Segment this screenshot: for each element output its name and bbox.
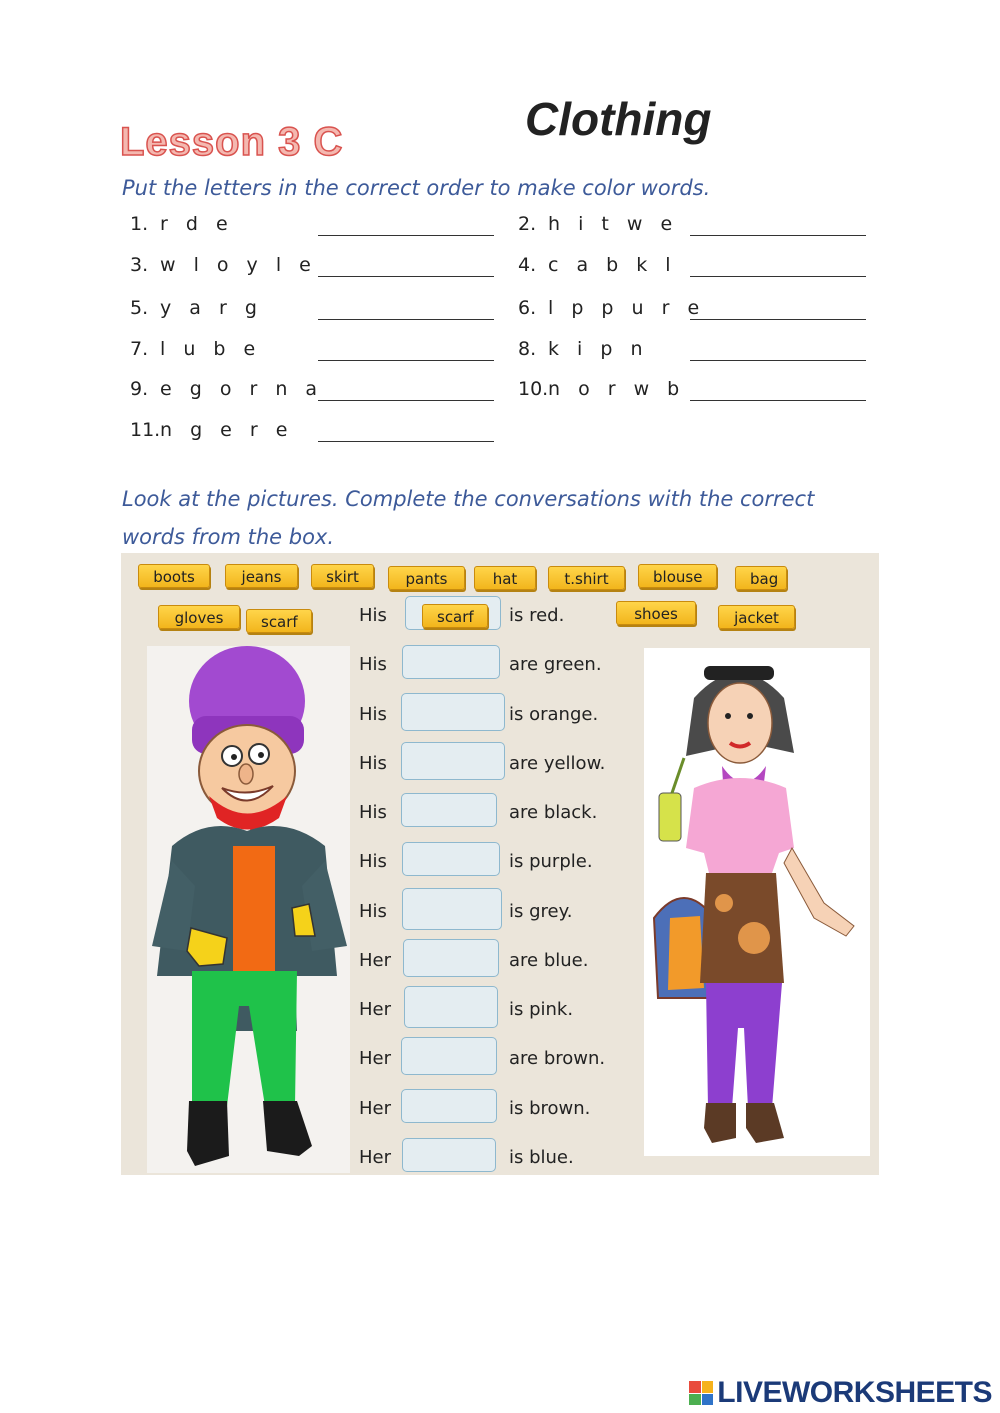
scramble-number: 7. (130, 338, 149, 360)
placed-word-chip[interactable]: scarf (422, 604, 488, 628)
answer-drop-box[interactable] (401, 742, 505, 780)
answer-line[interactable] (318, 400, 494, 401)
scramble-number: 6. (518, 297, 537, 319)
sentence-ending: is brown. (509, 1098, 591, 1119)
answer-line[interactable] (318, 360, 494, 361)
sentence-ending: is purple. (509, 851, 593, 872)
scramble-number: 5. (130, 297, 149, 319)
scrambled-letters: l p p u r e (548, 297, 706, 319)
sentence-ending: is orange. (509, 704, 599, 725)
brand-name: LIVEWORKSHEETS (717, 1376, 992, 1409)
scrambled-letters: c a b k l (548, 254, 677, 276)
sentence-subject: His (359, 704, 387, 725)
sentence-ending: are brown. (509, 1048, 606, 1069)
sentence-subject: Her (359, 1048, 392, 1069)
scramble-number: 1. (130, 213, 149, 235)
answer-drop-box[interactable] (401, 793, 497, 827)
answer-drop-box[interactable] (401, 693, 505, 731)
answer-line[interactable] (690, 360, 866, 361)
word-chip-jacket[interactable]: jacket (718, 605, 795, 629)
answer-line[interactable] (318, 235, 494, 236)
word-chip-shoes[interactable]: shoes (616, 601, 696, 625)
scramble-number: 2. (518, 213, 537, 235)
scramble-number: 8. (518, 338, 537, 360)
sentence-subject: His (359, 605, 387, 626)
sentence-ending: is red. (509, 605, 565, 626)
word-chip-bag[interactable]: bag (735, 566, 787, 590)
answer-drop-box[interactable] (404, 986, 498, 1028)
sentence-subject: His (359, 654, 387, 675)
answer-line[interactable] (318, 319, 494, 320)
sentence-ending: is grey. (509, 901, 573, 922)
answer-line[interactable] (690, 235, 866, 236)
answer-line[interactable] (690, 400, 866, 401)
word-chip-jeans[interactable]: jeans (225, 564, 298, 588)
scrambled-letters: h i t w e (548, 213, 679, 235)
word-chip-pants[interactable]: pants (388, 566, 465, 590)
scrambled-letters: l u b e (160, 338, 262, 360)
instruction-part2: Look at the pictures. Complete the conversations with the correct words from the box. (122, 487, 815, 549)
liveworksheets-logo (689, 1376, 992, 1410)
scramble-number: 3. (130, 254, 149, 276)
sentence-subject: His (359, 901, 387, 922)
sentence-ending: are blue. (509, 950, 589, 971)
answer-line[interactable] (690, 276, 866, 277)
scrambled-letters: n g e r e (160, 419, 294, 441)
scramble-number: 11. (130, 419, 161, 441)
sentence-subject: His (359, 802, 387, 823)
answer-drop-box[interactable] (402, 842, 500, 876)
sentence-ending: is pink. (509, 999, 574, 1020)
sentence-subject: His (359, 851, 387, 872)
scrambled-letters: r d e (160, 213, 234, 235)
sentence-subject: Her (359, 950, 392, 971)
word-chip-skirt[interactable]: skirt (311, 564, 374, 588)
sentence-ending: are green. (509, 654, 602, 675)
scramble-number: 10. (518, 378, 549, 400)
word-chip-blouse[interactable]: blouse (638, 564, 717, 588)
answer-drop-box[interactable] (402, 1138, 496, 1172)
sentence-subject: Her (359, 999, 392, 1020)
sentence-subject: His (359, 753, 387, 774)
sentence-ending: are black. (509, 802, 598, 823)
sentence-subject: Her (359, 1098, 392, 1119)
liveworksheets-logo-icon (689, 1381, 713, 1405)
answer-drop-box[interactable] (402, 645, 500, 679)
answer-line[interactable] (318, 276, 494, 277)
answer-line[interactable] (318, 441, 494, 442)
woman-illustration (644, 648, 870, 1156)
scrambled-letters: n o r w b (548, 378, 686, 400)
word-chip-boots[interactable]: boots (138, 564, 210, 588)
answer-drop-box[interactable] (401, 1037, 497, 1075)
instruction-part1: Put the letters in the correct order to make color words. (122, 176, 711, 200)
word-chip-hat[interactable]: hat (474, 566, 536, 590)
scramble-number: 4. (518, 254, 537, 276)
scrambled-letters: y a r g (160, 297, 263, 319)
lesson-heading: Lesson 3 C (120, 120, 344, 164)
scrambled-letters: w l o y l e (160, 254, 317, 276)
sentence-subject: Her (359, 1147, 392, 1168)
scramble-number: 9. (130, 378, 149, 400)
scrambled-letters: k i p n (548, 338, 649, 360)
scrambled-letters: e g o r n a (160, 378, 324, 400)
answer-drop-box[interactable] (402, 888, 502, 930)
answer-drop-box[interactable] (403, 939, 499, 977)
answer-line[interactable] (690, 319, 866, 320)
sentence-ending: are yellow. (509, 753, 606, 774)
man-illustration (147, 646, 350, 1173)
sentence-ending: is blue. (509, 1147, 574, 1168)
word-chip-gloves[interactable]: gloves (158, 605, 240, 629)
answer-drop-box[interactable] (401, 1089, 497, 1123)
answer-drop-box[interactable] (405, 596, 501, 630)
word-chip-t-shirt[interactable]: t.shirt (548, 566, 625, 590)
page-title: Clothing (525, 93, 712, 145)
word-chip-scarf[interactable]: scarf (246, 609, 312, 633)
